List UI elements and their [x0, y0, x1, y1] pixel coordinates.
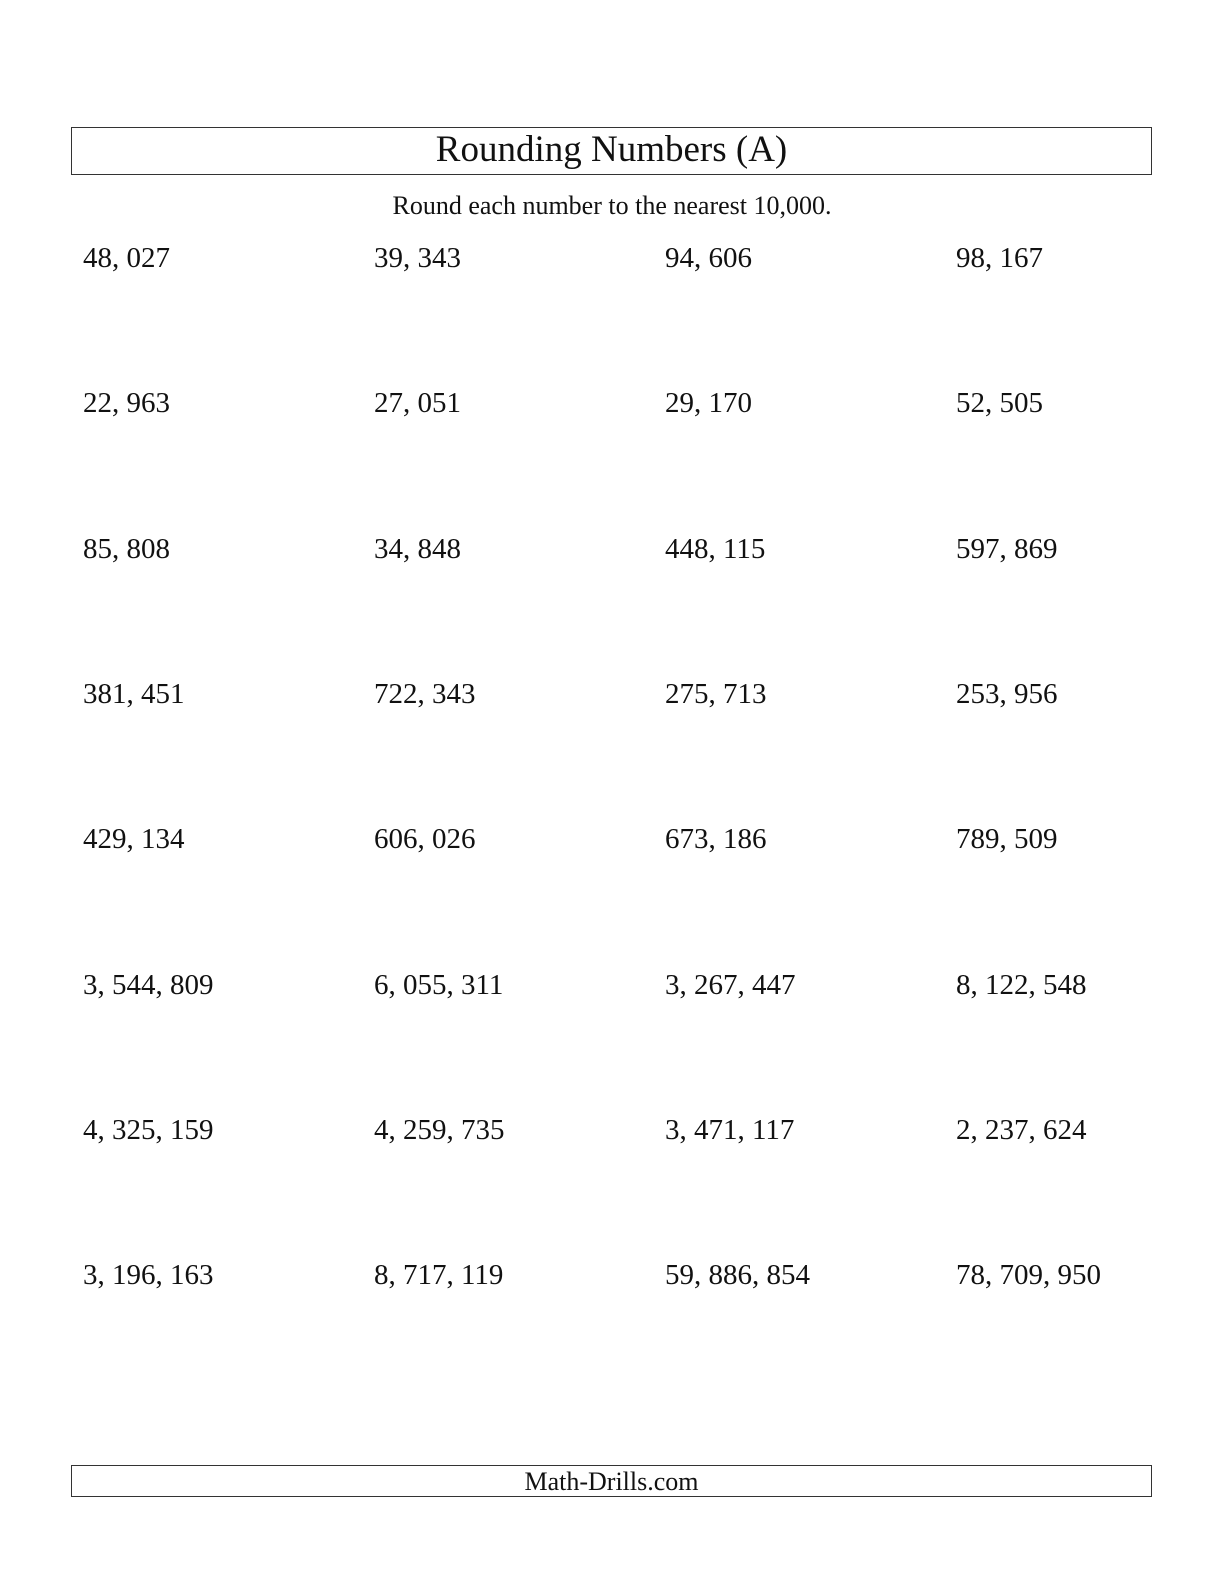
problem-number: 448, 115 [665, 533, 766, 565]
problem-number: 39, 343 [374, 242, 461, 274]
problem-number: 275, 713 [665, 678, 767, 710]
problem-number: 78, 709, 950 [956, 1259, 1101, 1291]
instructions: Round each number to the nearest 10,000. [392, 191, 832, 220]
problem-number: 381, 451 [83, 678, 185, 710]
problem-number: 3, 267, 447 [665, 969, 796, 1001]
problem-number: 597, 869 [956, 533, 1058, 565]
problem-number: 4, 325, 159 [83, 1114, 214, 1146]
problem-number: 3, 196, 163 [83, 1259, 214, 1291]
problem-number: 29, 170 [665, 387, 752, 419]
footer-site: Math-Drills.com [524, 1467, 699, 1496]
problem-number: 2, 237, 624 [956, 1114, 1087, 1146]
problem-number: 98, 167 [956, 242, 1043, 274]
problem-number: 4, 259, 735 [374, 1114, 505, 1146]
problem-number: 722, 343 [374, 678, 476, 710]
problem-number: 94, 606 [665, 242, 752, 274]
problem-number: 34, 848 [374, 533, 461, 565]
problem-number: 52, 505 [956, 387, 1043, 419]
problem-number: 27, 051 [374, 387, 461, 419]
problem-number: 8, 122, 548 [956, 969, 1087, 1001]
problem-number: 22, 963 [83, 387, 170, 419]
worksheet-title: Rounding Numbers (A) [435, 128, 788, 170]
footer-box [71, 1465, 1152, 1497]
problem-number: 429, 134 [83, 823, 185, 855]
problem-number: 3, 471, 117 [665, 1114, 795, 1146]
title-box [71, 127, 1152, 175]
problem-number: 606, 026 [374, 823, 476, 855]
problem-number: 789, 509 [956, 823, 1058, 855]
problem-number: 673, 186 [665, 823, 767, 855]
problem-number: 6, 055, 311 [374, 969, 504, 1001]
problem-number: 48, 027 [83, 242, 170, 274]
problem-number: 85, 808 [83, 533, 170, 565]
problem-number: 253, 956 [956, 678, 1058, 710]
problem-number: 3, 544, 809 [83, 969, 214, 1001]
problem-number: 8, 717, 119 [374, 1259, 504, 1291]
problem-number: 59, 886, 854 [665, 1259, 810, 1291]
